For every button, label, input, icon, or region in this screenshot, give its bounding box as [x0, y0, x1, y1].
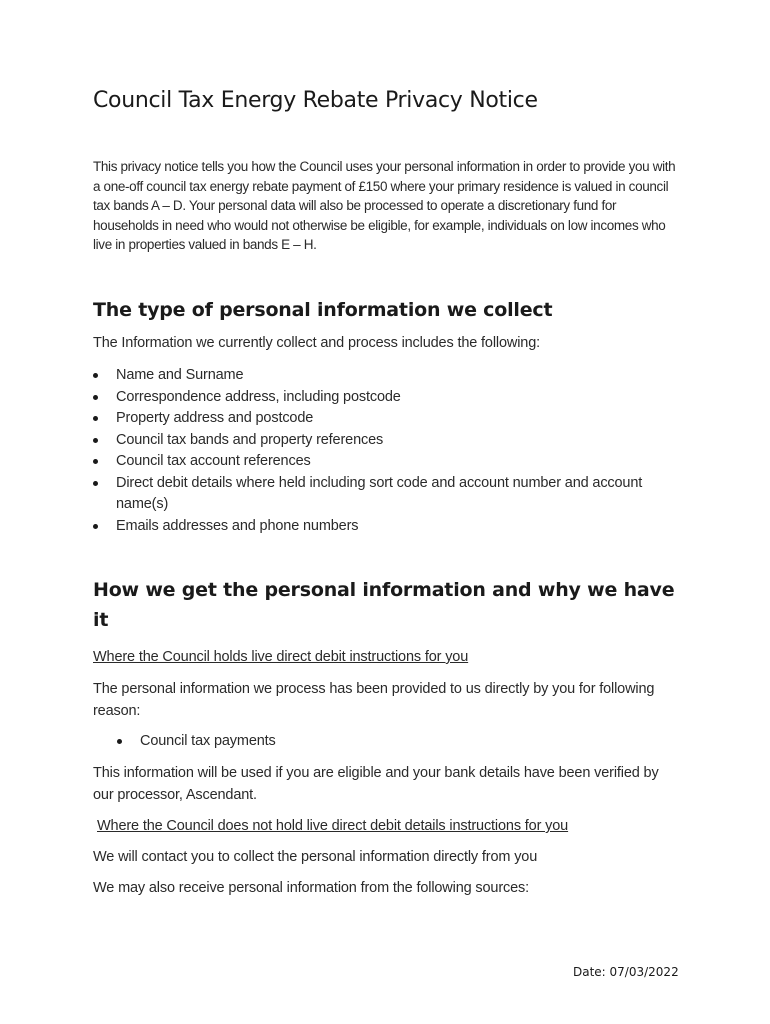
section-heading-information-collected: The type of personal information we collect: [93, 299, 553, 321]
bullet-icon: [93, 438, 98, 443]
bullet-icon: [117, 739, 122, 744]
list-item: Correspondence address, including postcode: [93, 387, 663, 409]
section2-paragraph-1: The personal information we process has been provided to us directly by you for following reason:: [93, 681, 655, 719]
bullet-icon: [93, 416, 98, 421]
list-item: Council tax payments: [117, 731, 657, 753]
list-item: Council tax bands and property references: [93, 430, 663, 452]
list-item: Council tax account references: [93, 451, 663, 473]
section1-lead: The Information we currently collect and process includes the following:: [93, 335, 540, 351]
bullet-icon: [93, 373, 98, 378]
reason-list: [117, 731, 657, 753]
list-item: Name and Surname: [93, 365, 663, 387]
bullet-icon: [93, 459, 98, 464]
footer-date: Date: 07/03/2022: [573, 965, 679, 979]
section-heading-how-we-get-information: How we get the personal information and why we have it: [93, 579, 675, 631]
section2-paragraph-3: We will contact you to collect the personal information directly from you: [93, 849, 538, 865]
intro-paragraph: This privacy notice tells you how the Council uses your personal information in order to provide you with a one-off council tax energy rebate payment of £150 where your primary residence is valued in council tax bands A – D. Your personal data will also be processed to operate a discretionary fund for households in need who would not otherwise be eligible, for example, individuals on low incomes who live in properties valued in bands E – H.: [93, 159, 676, 253]
section2-paragraph-4: We may also receive personal information from the following sources:: [93, 880, 530, 896]
subheading-direct-debit-held: Where the Council holds live direct debit instructions for you: [93, 649, 469, 665]
list-item: Emails addresses and phone numbers: [93, 516, 663, 538]
collected-information-list: [93, 365, 663, 537]
list-item: Property address and postcode: [93, 408, 663, 430]
bullet-icon: [93, 481, 98, 486]
list-item: Direct debit details where held including sort code and account number and account name(s): [93, 473, 663, 516]
subheading-direct-debit-not-held: Where the Council does not hold live direct debit details instructions for you: [97, 818, 569, 834]
section2-paragraph-2: This information will be used if you are eligible and your bank details have been verified by our processor, Ascendant.: [93, 765, 659, 803]
document-title: Council Tax Energy Rebate Privacy Notice: [93, 88, 538, 113]
bullet-icon: [93, 524, 98, 529]
bullet-icon: [93, 395, 98, 400]
